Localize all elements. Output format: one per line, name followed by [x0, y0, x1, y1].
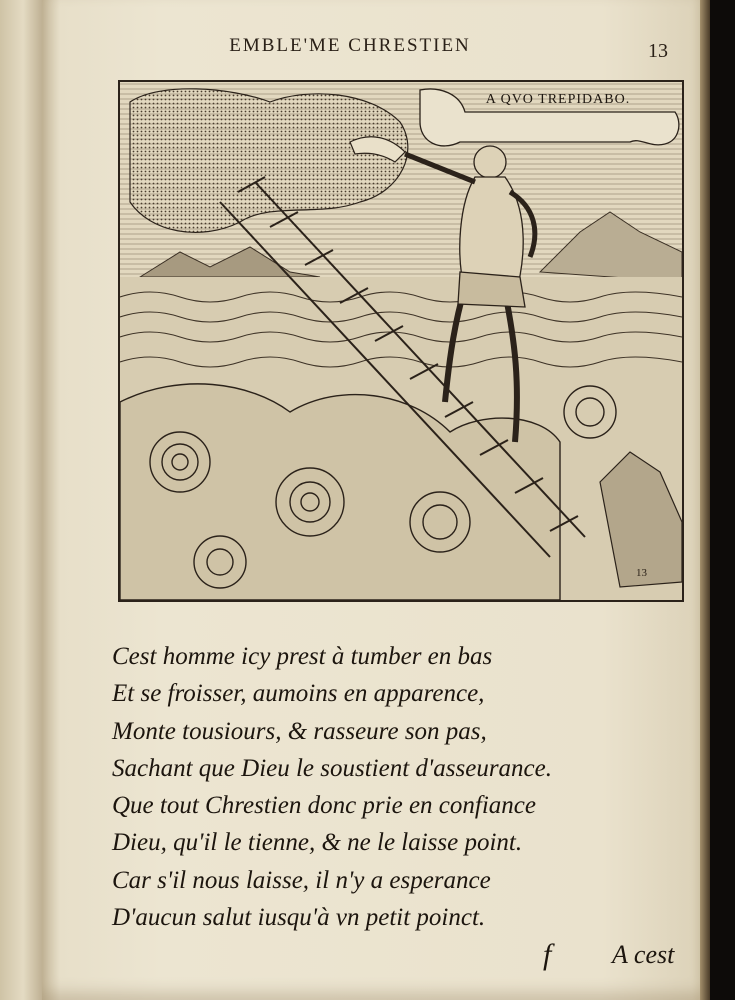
page-number: 13: [648, 40, 668, 62]
verse-line: Sachant que Dieu le soustient d'asseurance.: [112, 754, 552, 782]
verse-line: Car s'il nous laisse, il n'y a esperance: [112, 866, 491, 894]
catchword: A cest: [612, 940, 675, 969]
verse-block: [112, 638, 692, 936]
verse-line: Que tout Chrestien donc prie en confiance: [112, 792, 536, 820]
running-title: EMBLE'ME CHRESTIEN: [229, 35, 471, 56]
verse-line: Et se froisser, aumoins en apparence,: [112, 680, 485, 708]
engraving-illustration: [120, 82, 682, 600]
verse-line: D'aucun salut iusqu'à vn petit poinct.: [112, 904, 486, 932]
emblem-motto: A QVO TREPIDABO.: [485, 92, 631, 107]
verse-line: Monte tousiours, & rasseure son pas,: [112, 717, 487, 745]
facing-page-edge: [0, 0, 42, 1000]
signature-mark: f: [543, 938, 552, 971]
verse-line: Cest homme icy prest à tumber en bas: [112, 643, 493, 670]
emblem-engraving: [118, 80, 684, 602]
plate-number: 13: [636, 567, 647, 579]
verse-line: Dieu, qu'il le tienne, & ne le laisse point.: [112, 829, 523, 857]
page-fore-edge: [700, 0, 710, 1000]
